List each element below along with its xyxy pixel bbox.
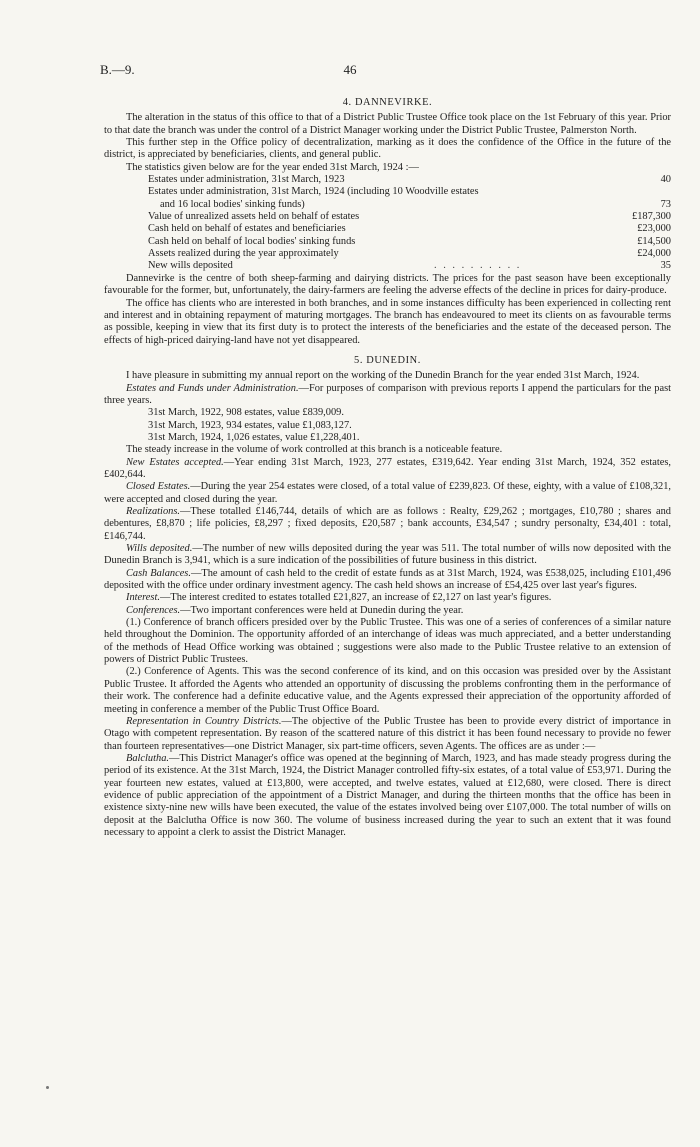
dot-leader: . . . . . . . . . . [434,260,522,272]
stat-row [104,211,671,223]
paragraph: The alteration in the status of this office to that of a District Public Trustee Office took place on the 1st February of this year. Prior to that date the branch was under the control of a District Manager working under the District Public Trustee, Palmerston North. [104,112,671,136]
paragraph: Balclutha.—This District Manager's office was opened at the beginning of March, 1923, and has made steady progress during the period of its existence. At the 31st March, 1924, the District Manager controlled fifty-six estates, of a total value of £53,971. During the year fourteen new estates, valued at £13,800, were accepted, and twelve estates, valued at £12,680, were closed. There is direct evidence of public appreciation of the appointment of a District Manager, and during the thirteen months that the office has been in existence sixty-nine new wills have been executed, the value of the estates involved being over £107,000. The total number of wills on deposit at the Balclutha Office is now 360. The volume of business increased during the year to such an extent that it was found necessary to appoint a clerk to assist the District Manager. [104,752,671,838]
stat-row [104,174,671,186]
paragraph: (2.) Conference of Agents. This was the second conference of its kind, and on this occasion was presided over by the Assistant Public Trustee. It afforded the Agents who attended an opportunity of discussing the problems confronting them in the performance of their work. The conference had a definite educative value, and the Agents expressed their appreciation of the opportunity afforded of meeting in conference a member of the Public Trust Office Board. [104,666,671,715]
paragraph: The office has clients who are interested in both branches, and in some instances difficulty has been experienced in collecting rent and interest and in obtaining repayment of maturing mortgages. The branch has endeavoured to meet its clients on as favourable terms as possible, keeping in view that its first duty is to protect the interests of the beneficiaries and the estate of the deceased person. The effects of high-priced dairying-land have not yet disappeared. [104,297,671,346]
stat-value: 35 [660,260,671,272]
paragraph: Realizations.—These totalled £146,744, details of which are as follows : Realty, £29,262 ; mortgages, £10,780 ; shares and debentures, £8,870 ; life policies, £8,297 ; fixed deposits, £20,587 ; bank accounts, £34,547 ; sundry personalty, £34,401 : total, £146,744. [104,506,671,542]
paragraph-heading: Estates and Funds under Administration. [126,382,299,394]
paragraph: Interest.—The interest credited to estates totalled £21,827, an increase of £2,127 on last year's figures. [126,592,552,604]
stat-label: Estates under administration, 31st March, 1924 (including 10 Woodville estates [148,186,479,198]
paragraph: The steady increase in the volume of work controlled at this branch is a noticeable feature. [126,444,503,456]
stat-value: £24,000 [637,248,671,260]
document-reference: B.—9. [100,62,135,77]
stat-label: New wills deposited [148,260,233,272]
year-line: 31st March, 1923, 934 estates, value £1,083,127. [148,419,352,431]
stat-label: Assets realized during the year approximately [148,248,339,260]
paragraph-heading: New Estates accepted. [126,456,224,468]
stat-label: Cash held on behalf of estates and beneficiaries [148,223,346,235]
statistics-list [104,174,671,273]
paragraph: New Estates accepted.—Year ending 31st March, 1923, 277 estates, £319,642. Year ending 31st March, 1924, 352 estates, £402,644. [104,456,672,480]
paragraph-heading: Cash Balances. [126,567,191,579]
stat-row [104,248,671,260]
paragraph: Dannevirke is the centre of both sheep-farming and dairying districts. The prices for the past season have been exceptionally favourable for the former, but, unfortunately, the dairy-farmers are feeling the adverse effects of the decline in prices for dairy-produce. [104,272,671,297]
paragraph: Closed Estates.—During the year 254 estates were closed, of a total value of £239,823. Of these, eighty, with a value of £108,321, were accepted and closed during the year. [104,481,672,505]
paragraph: Conferences.—Two important conferences were held at Dunedin during the year. [126,604,464,616]
page-number: 46 [343,62,357,77]
stat-label-continued: and 16 local bodies' sinking funds) [160,198,305,210]
section-title-dunedin: 5. DUNEDIN. [354,354,421,366]
stat-row [104,186,671,198]
stat-value: £14,500 [637,235,671,247]
paragraph: This further step in the Office policy of decentralization, marking as it does the confidence of the Office in the future of the district, is appreciated by beneficiaries, clients, and general public. [104,137,671,161]
paragraph-heading: Conferences. [126,604,181,616]
stat-value: £23,000 [637,223,671,235]
stat-row [104,199,671,211]
paragraph: Cash Balances.—The amount of cash held to the credit of estate funds as at 31st March, 1924, was £538,025, including £101,496 deposited with the office under ordinary investment agency. The cash held shows an increase of £54,425 over last year's figures. [104,567,671,592]
stat-row [104,260,671,272]
paragraph-heading: Wills deposited. [126,543,193,555]
page-mark [46,1086,49,1089]
paragraph: Representation in Country Districts.—The objective of the Public Trustee has been to provide every district of importance in Otago with competent representation. By reason of the scattered nature of this district it has been found necessary to provide no fewer than fourteen representatives—one District Manager, six part-time officers, seven Agents. The offices are as under :— [104,715,671,752]
paragraph: I have pleasure in submitting my annual report on the working of the Dunedin Branch for the year ended 31st March, 1924. [126,370,640,382]
stat-label: Estates under administration, 31st March, 1923 [148,174,345,186]
report-body [104,95,671,839]
paragraph-heading: Balclutha. [126,752,169,764]
paragraph: Wills deposited.—The number of new wills deposited during the year was 511. The total number of wills now deposited with the Dunedin Branch is 3,941, which is a sure indication of the possibilities of future business in this district. [104,543,671,567]
stat-value: 40 [660,174,671,186]
paragraph-heading: Representation in Country Districts. [126,715,282,727]
stat-label: Value of unrealized assets held on behalf of estates [148,211,360,223]
paragraph-heading: Realizations. [126,506,180,517]
stat-value: 73 [660,198,671,210]
stat-label: Cash held on behalf of local bodies' sinking funds [148,235,356,247]
stat-row [104,223,671,235]
year-line: 31st March, 1922, 908 estates, value £839,009. [148,407,344,419]
stat-value: £187,300 [632,211,671,223]
paragraph-heading: Interest. [126,592,160,604]
paragraph: (1.) Conference of branch officers presided over by the Public Trustee. This was one of a series of conferences of a similar nature held throughout the Dominion. The opportunity afforded of an interchange of ideas was much appreciated, and a better understanding of the methods of Head Office working was obtained ; suggestions were also made to the Public Trustee relative to an extension of powers of District Public Trustees. [104,617,671,666]
stat-row [104,236,671,248]
paragraph: Estates and Funds under Administration.—For purposes of comparison with previous reports I append the particulars for the past three years. [104,382,671,406]
year-line: 31st March, 1924, 1,026 estates, value £1,228,401. [148,431,360,443]
paragraph-heading: Closed Estates. [126,481,191,493]
section-title-dannevirke: 4. DANNEVIRKE. [342,97,433,108]
paragraph: The statistics given below are for the year ended 31st March, 1924 :— [126,161,419,173]
